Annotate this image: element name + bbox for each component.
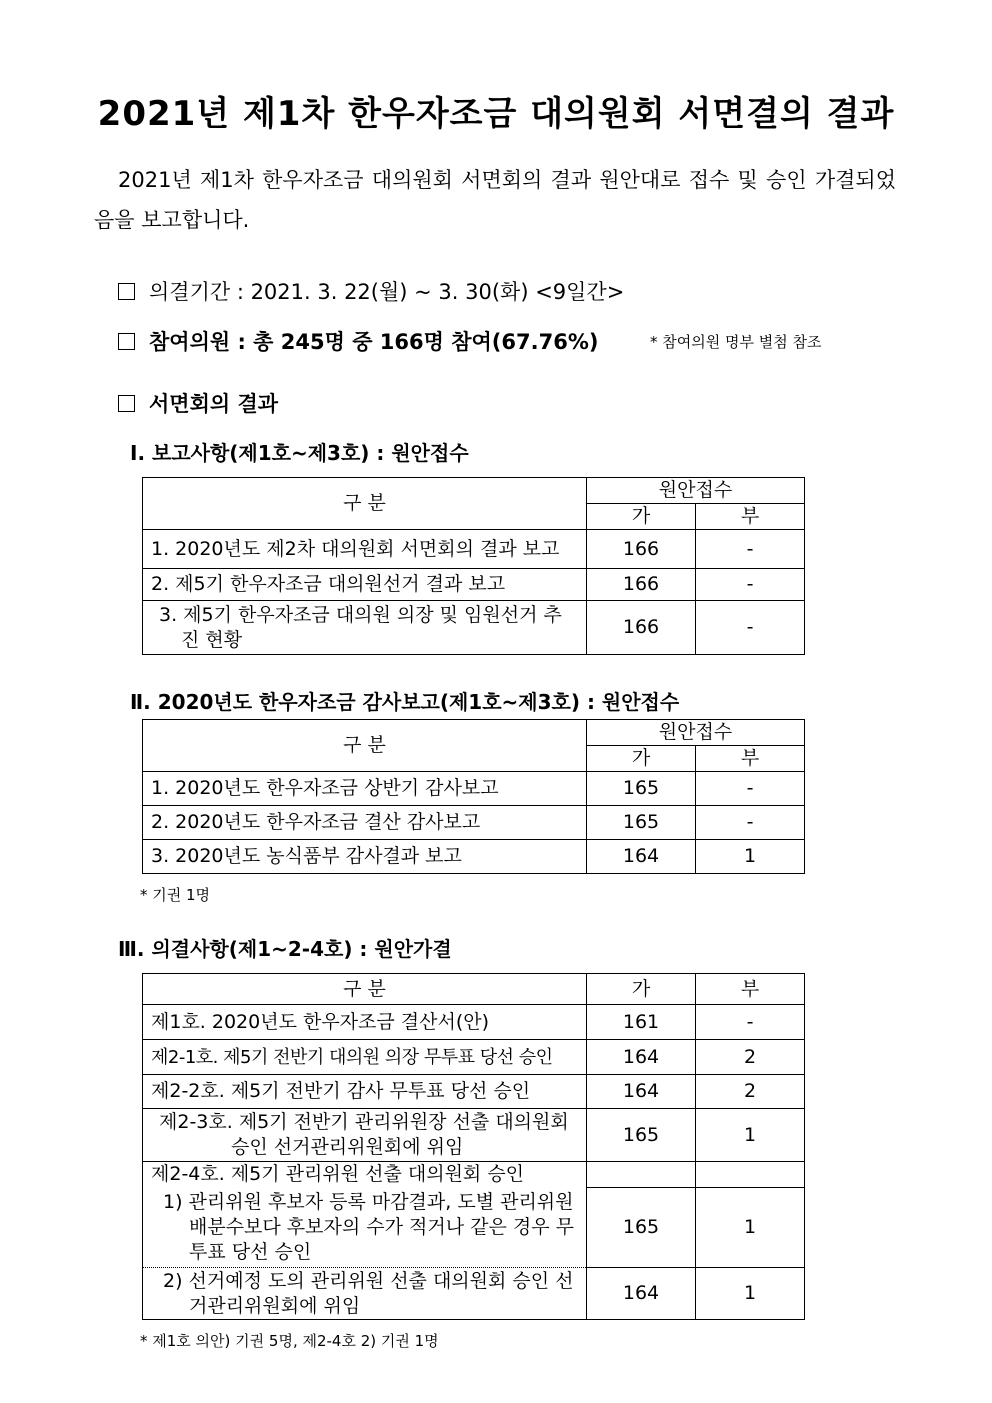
row-label: 제1호. 2020년도 한우자조금 결산서(안) [143, 1005, 587, 1040]
intro-paragraph: 2021년 제1차 한우자조금 대의원회 서면회의 결과 원안대로 접수 및 승인 가결되었음을 보고합니다. [94, 168, 896, 232]
table-row [143, 772, 805, 806]
table-row [143, 1109, 805, 1162]
row-yes: 165 [587, 1109, 696, 1162]
row-label-text: 2) 선거예정 도의 관리위원 선출 대의원회 승인 선거관리위원회에 위임 [163, 1269, 574, 1317]
row-no: 2 [696, 1040, 805, 1075]
period-item [118, 276, 624, 306]
row-yes: 165 [587, 772, 696, 806]
row-yes: 164 [587, 1268, 696, 1320]
row-no: - [696, 530, 805, 569]
col-no-header: 부 [696, 504, 805, 530]
participants-text: 참여의원 : 총 245명 중 166명 참여(67.76%) [149, 330, 599, 354]
col-category-header: 구 분 [143, 974, 587, 1005]
row-no: - [696, 772, 805, 806]
row-label: 제2-4호. 제5기 관리위원 선출 대의원회 승인 [143, 1162, 587, 1188]
col-category-header: 구 분 [143, 720, 587, 772]
row-label-text: 1) 관리위원 후보자 등록 마감결과, 도별 관리위원 배분수보다 후보자의 수가 적거나 같은 경우 무투표 당선 승인 [163, 1190, 574, 1263]
table-row [143, 840, 805, 874]
row-yes: 166 [587, 569, 696, 601]
row-no: 1 [696, 1109, 805, 1162]
row-label [143, 1268, 587, 1320]
section3-table [142, 973, 805, 1320]
col-group-header: 원안접수 [587, 720, 805, 746]
row-yes: 164 [587, 1040, 696, 1075]
row-yes: 161 [587, 1005, 696, 1040]
row-label: 3. 2020년도 농식품부 감사결과 보고 [143, 840, 587, 874]
participants-item [118, 326, 598, 356]
results-text: 서면회의 결과 [149, 392, 279, 416]
row-yes: 165 [587, 1188, 696, 1268]
page-title: 2021년 제1차 한우자조금 대의원회 서면결의 결과 [97, 94, 895, 134]
row-label: 제2-2호. 제5기 전반기 감사 무투표 당선 승인 [143, 1075, 587, 1109]
results-item [118, 388, 278, 418]
row-label-text: 제2-3호. 제5기 전반기 관리위원장 선출 대의원회 승인 선거관리위원회에 위임 [159, 1111, 569, 1158]
row-label [143, 1188, 587, 1268]
row-label-text: 3. 제5기 한우자조금 대의원 의장 및 임원선거 추진 현황 [159, 603, 562, 651]
row-yes: 166 [587, 530, 696, 569]
col-no-header: 부 [696, 746, 805, 772]
row-label [143, 601, 587, 655]
checkbox-square-icon [118, 333, 135, 350]
row-no [696, 1162, 805, 1188]
row-label: 1. 2020년도 한우자조금 상반기 감사보고 [143, 772, 587, 806]
participants-note: * 참여의원 명부 별첨 참조 [650, 333, 822, 351]
row-no: - [696, 569, 805, 601]
table-row [143, 1268, 805, 1320]
table-row [143, 601, 805, 655]
col-category-header: 구 분 [143, 478, 587, 530]
row-no: 1 [696, 1268, 805, 1320]
row-label [143, 1109, 587, 1162]
row-label: 제2-1호. 제5기 전반기 대의원 의장 무투표 당선 승인 [143, 1040, 587, 1075]
row-no: 1 [696, 1188, 805, 1268]
row-no: - [696, 601, 805, 655]
section3-heading: Ⅲ. 의결사항(제1~2-4호) : 원안가결 [118, 937, 452, 961]
section2-note: * 기권 1명 [140, 886, 211, 904]
col-yes-header: 가 [587, 746, 696, 772]
row-label: 2. 2020년도 한우자조금 결산 감사보고 [143, 806, 587, 840]
table-row [143, 1162, 805, 1188]
section1-heading: Ⅰ. 보고사항(제1호~제3호) : 원안접수 [130, 441, 469, 465]
col-no-header: 부 [696, 974, 805, 1005]
section2-table [142, 719, 805, 874]
row-no: - [696, 806, 805, 840]
table-row [143, 1188, 805, 1268]
section2-heading: Ⅱ. 2020년도 한우자조금 감사보고(제1호~제3호) : 원안접수 [130, 690, 680, 714]
period-text: 의결기간 : 2021. 3. 22(월) ~ 3. 30(화) <9일간> [149, 280, 625, 304]
row-no: - [696, 1005, 805, 1040]
checkbox-square-icon [118, 283, 135, 300]
table-row [143, 530, 805, 569]
section1-table [142, 477, 805, 655]
table-row [143, 806, 805, 840]
col-yes-header: 가 [587, 974, 696, 1005]
table-row [143, 1075, 805, 1109]
row-label: 1. 2020년도 제2차 대의원회 서면회의 결과 보고 [143, 530, 587, 569]
row-yes: 165 [587, 806, 696, 840]
row-label: 2. 제5기 한우자조금 대의원선거 결과 보고 [143, 569, 587, 601]
row-yes: 164 [587, 1075, 696, 1109]
section3-note: * 제1호 의안) 기권 5명, 제2-4호 2) 기권 1명 [140, 1332, 439, 1350]
col-group-header: 원안접수 [587, 478, 805, 504]
checkbox-square-icon [118, 395, 135, 412]
row-yes: 164 [587, 840, 696, 874]
table-row [143, 1040, 805, 1075]
table-row [143, 569, 805, 601]
row-no: 1 [696, 840, 805, 874]
row-yes: 166 [587, 601, 696, 655]
col-yes-header: 가 [587, 504, 696, 530]
row-no: 2 [696, 1075, 805, 1109]
row-yes [587, 1162, 696, 1188]
table-row [143, 1005, 805, 1040]
